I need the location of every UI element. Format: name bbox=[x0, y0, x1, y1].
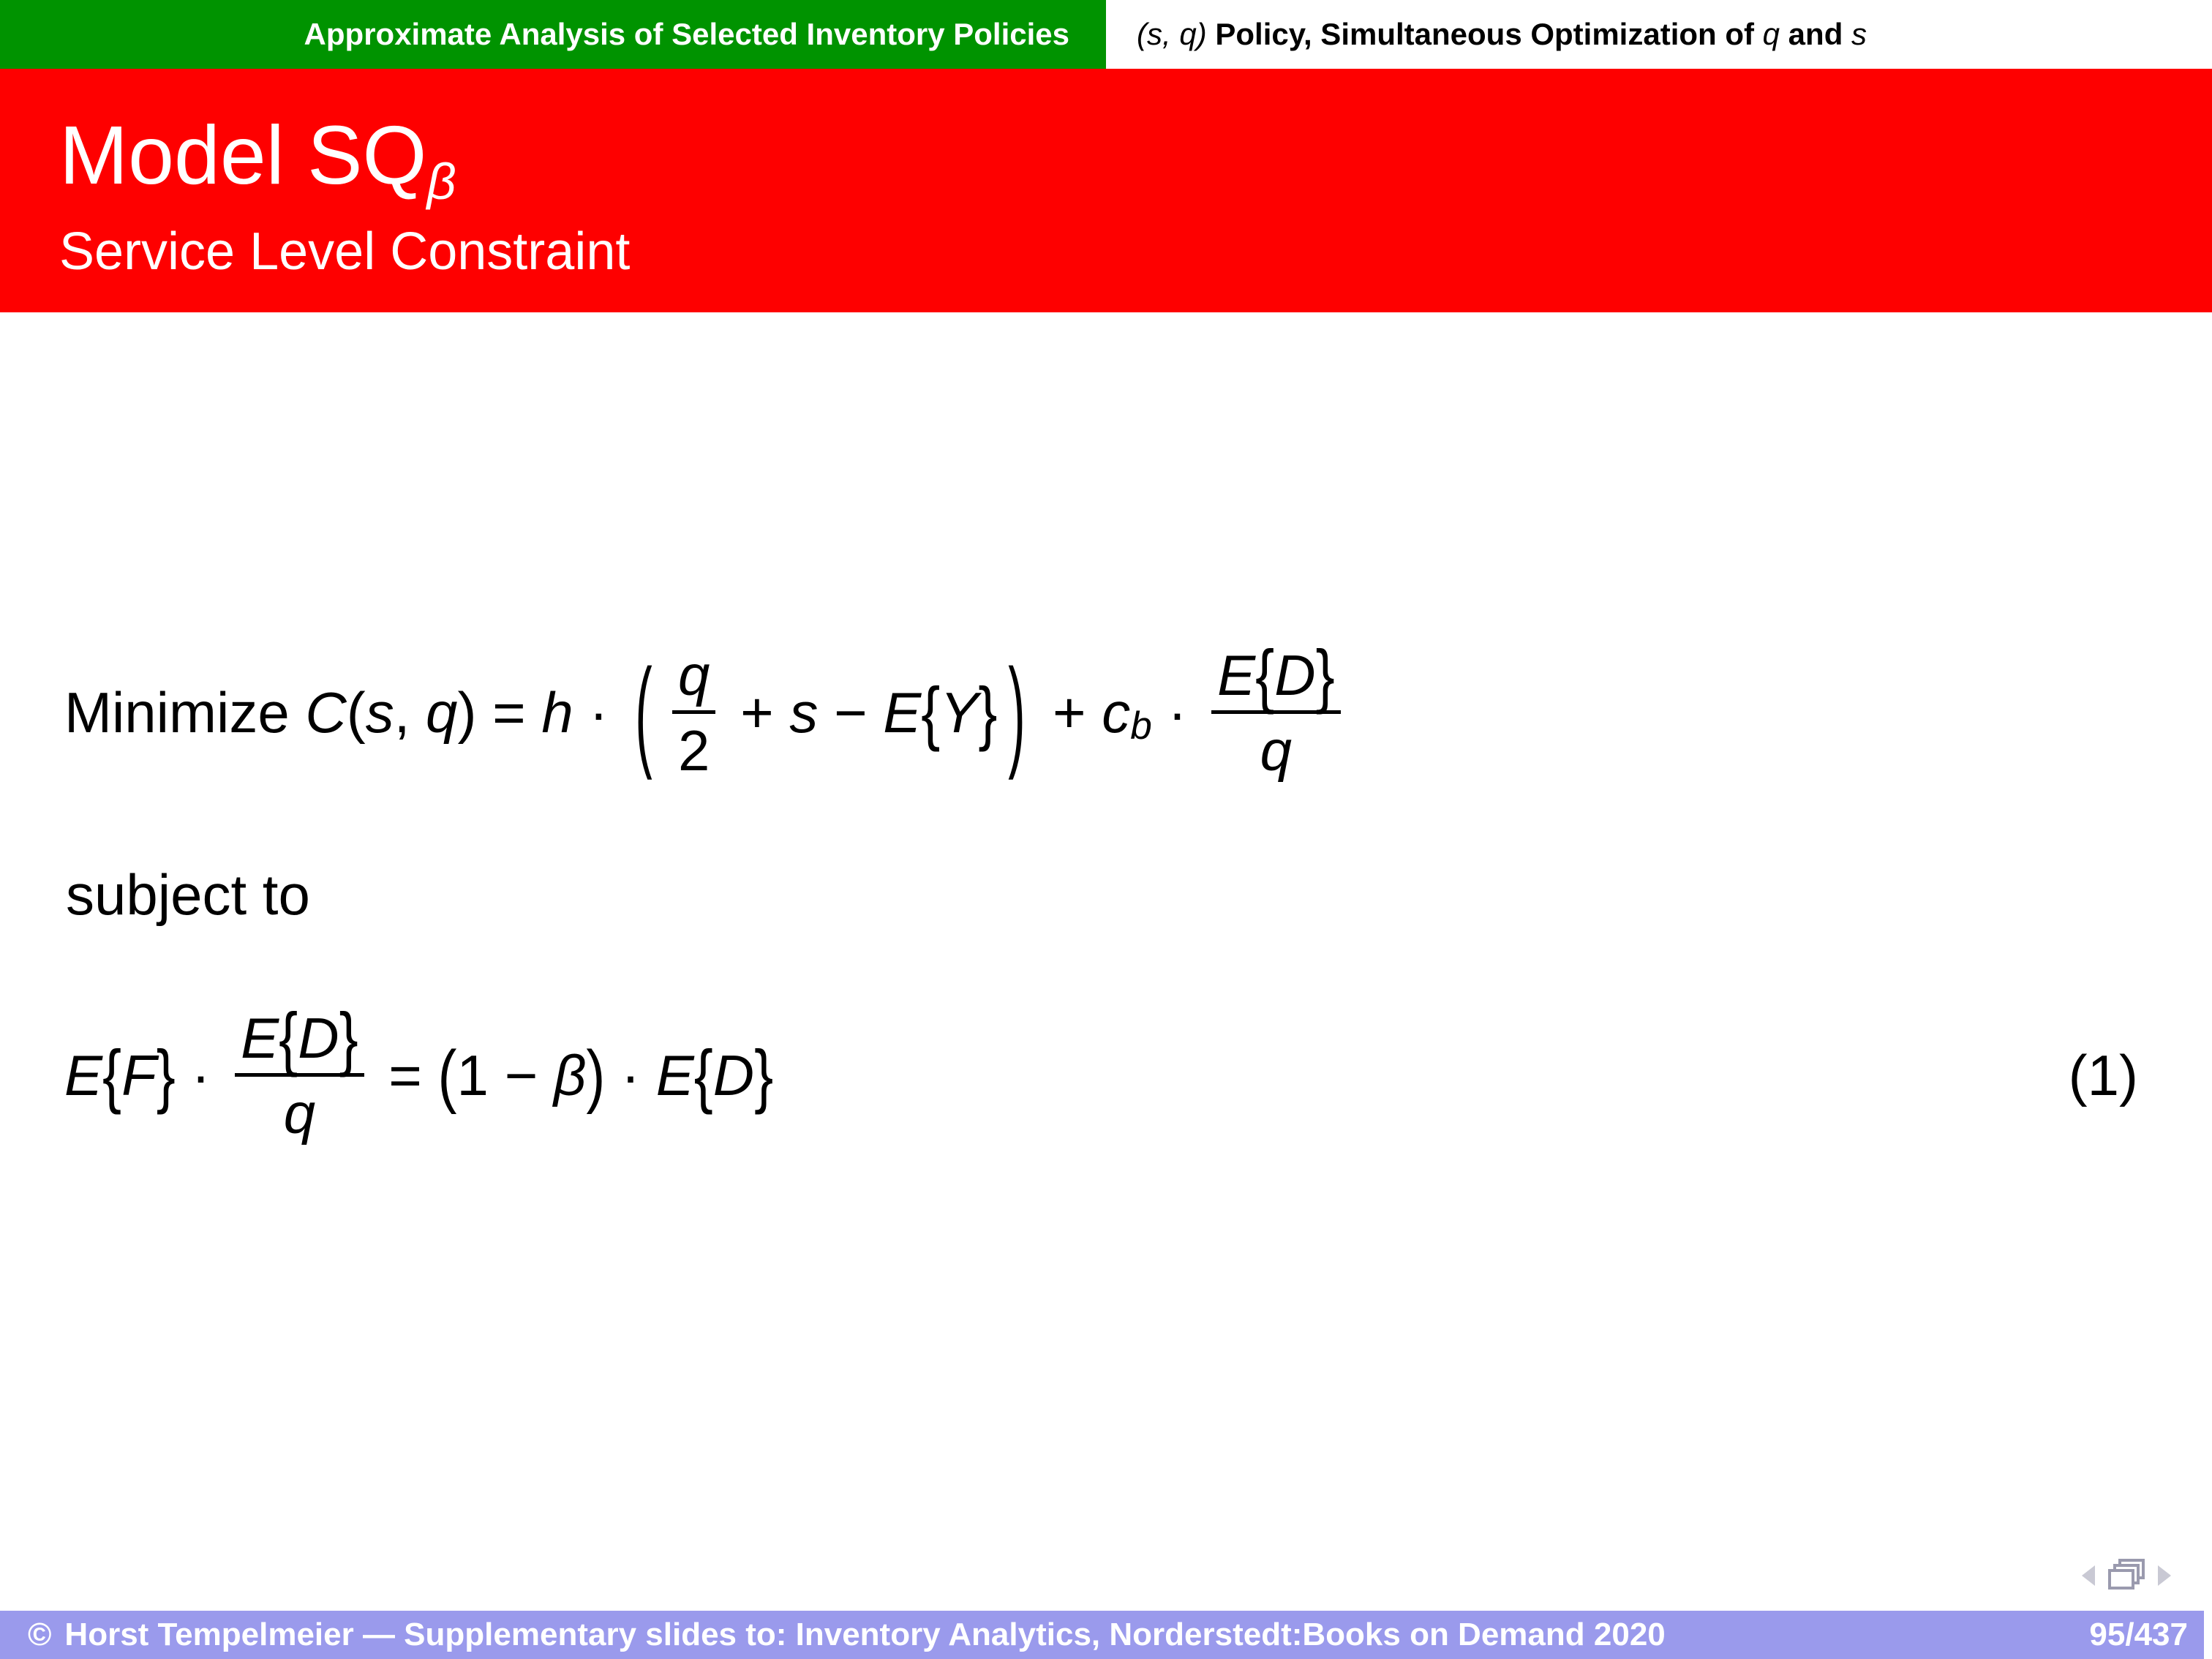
navigation-symbols bbox=[2082, 1557, 2186, 1594]
var-h: h bbox=[541, 680, 573, 745]
frac-num-q: q bbox=[678, 643, 710, 707]
constraint-equation bbox=[64, 997, 2212, 1146]
brace-open2: { bbox=[693, 1035, 713, 1116]
var-s2: s bbox=[789, 680, 819, 745]
var-Y: Y bbox=[940, 680, 979, 745]
subsection-var-q: q bbox=[1179, 17, 1197, 51]
page-indicator: 95/437 bbox=[2089, 1617, 2188, 1652]
subsection-var-s: s bbox=[1147, 17, 1162, 51]
frame-subtitle: Service Level Constraint bbox=[59, 222, 631, 281]
fraction-ED-over-q bbox=[1211, 634, 1341, 783]
frame-title-block bbox=[0, 69, 2212, 312]
brace-open: { bbox=[921, 672, 941, 753]
subsection-var-s2: s bbox=[1851, 17, 1867, 51]
plus: + bbox=[724, 680, 790, 745]
var-beta: β bbox=[553, 1043, 587, 1108]
brace-close: } bbox=[978, 672, 998, 753]
subsection-text: Policy, Simultaneous Optimization of bbox=[1215, 17, 1763, 51]
objective-equation bbox=[64, 634, 1350, 783]
var-D2: D bbox=[712, 1043, 755, 1108]
subsection-math-close: ) bbox=[1196, 17, 1216, 51]
paren-open: ( bbox=[437, 1036, 457, 1115]
paren-close-equals: ) = bbox=[457, 680, 542, 745]
frac-brace-close: } bbox=[1315, 634, 1335, 715]
subsection-var-q2: q bbox=[1762, 17, 1780, 51]
subsection-math-open: ( bbox=[1137, 17, 1147, 51]
equation-number: (1) bbox=[2068, 1043, 2138, 1108]
subscript-b: b bbox=[1130, 704, 1152, 748]
headline-section-area bbox=[0, 0, 1106, 69]
frac-num-E: E bbox=[241, 1006, 279, 1070]
frac-brace-close: } bbox=[339, 997, 358, 1078]
frac-num-D: D bbox=[1274, 643, 1316, 707]
number-one: 1 bbox=[456, 1043, 489, 1108]
brace-close2: } bbox=[754, 1035, 774, 1116]
var-C: C bbox=[305, 680, 347, 745]
var-E: E bbox=[883, 680, 922, 745]
fraction-bar bbox=[672, 710, 715, 714]
frac-brace-open: { bbox=[1255, 634, 1275, 715]
var-q: q bbox=[426, 680, 458, 745]
cdot2: · bbox=[1151, 680, 1203, 745]
big-paren-close: ) bbox=[1008, 642, 1026, 782]
cdot: · bbox=[175, 1043, 227, 1108]
nav-frames-icon[interactable] bbox=[2108, 1559, 2145, 1592]
headline-subsection-area bbox=[1106, 0, 2212, 69]
cdot2: · bbox=[605, 1043, 656, 1108]
frame-title-subscript: β bbox=[426, 153, 456, 211]
frame-title-text: Model SQ bbox=[59, 109, 427, 201]
nav-forward-icon[interactable] bbox=[2158, 1565, 2171, 1587]
fraction-ED-over-q bbox=[235, 997, 364, 1146]
cdot: · bbox=[573, 680, 625, 745]
footer-bar bbox=[0, 1611, 2204, 1659]
frac-den-q: q bbox=[1260, 718, 1293, 783]
var-E2: E bbox=[655, 1043, 694, 1108]
frac-den-2: 2 bbox=[678, 718, 710, 783]
fraction-q-over-2 bbox=[672, 644, 715, 783]
frac-brace-open: { bbox=[279, 997, 298, 1078]
nav-back-icon[interactable] bbox=[2082, 1565, 2095, 1587]
paren-open: ( bbox=[346, 680, 366, 745]
subsection-and: and bbox=[1780, 17, 1852, 51]
big-paren-open: ( bbox=[635, 642, 652, 782]
equals: = bbox=[372, 1043, 438, 1108]
frac-num-E: E bbox=[1217, 643, 1256, 707]
footer-attribution: Horst Tempelmeier — Supplementary slides to: Inventory Analytics, Norderstedt:Books on Demand 2020 bbox=[64, 1617, 1666, 1652]
var-E: E bbox=[64, 1043, 103, 1108]
subject-to-text: subject to bbox=[66, 862, 310, 927]
headline-section-title: Approximate Analysis of Selected Inventory Policies bbox=[304, 17, 1069, 51]
var-c: c bbox=[1102, 680, 1131, 745]
paren-close: ) bbox=[586, 1036, 606, 1115]
var-F: F bbox=[121, 1043, 157, 1108]
footer-attribution-area bbox=[28, 1617, 1666, 1653]
minus: − bbox=[818, 680, 884, 745]
plus2: + bbox=[1037, 680, 1102, 745]
minus: − bbox=[488, 1043, 554, 1108]
frac-den-q: q bbox=[283, 1080, 316, 1146]
comma: , bbox=[394, 680, 426, 745]
minimize-label: Minimize bbox=[64, 680, 306, 745]
frac-num-D: D bbox=[298, 1006, 339, 1070]
frame-title bbox=[59, 109, 456, 211]
var-s: s bbox=[365, 680, 394, 745]
subsection-comma: , bbox=[1162, 17, 1180, 51]
copyright-icon: © bbox=[28, 1617, 52, 1652]
brace-open: { bbox=[102, 1035, 122, 1116]
brace-close: } bbox=[156, 1035, 176, 1116]
